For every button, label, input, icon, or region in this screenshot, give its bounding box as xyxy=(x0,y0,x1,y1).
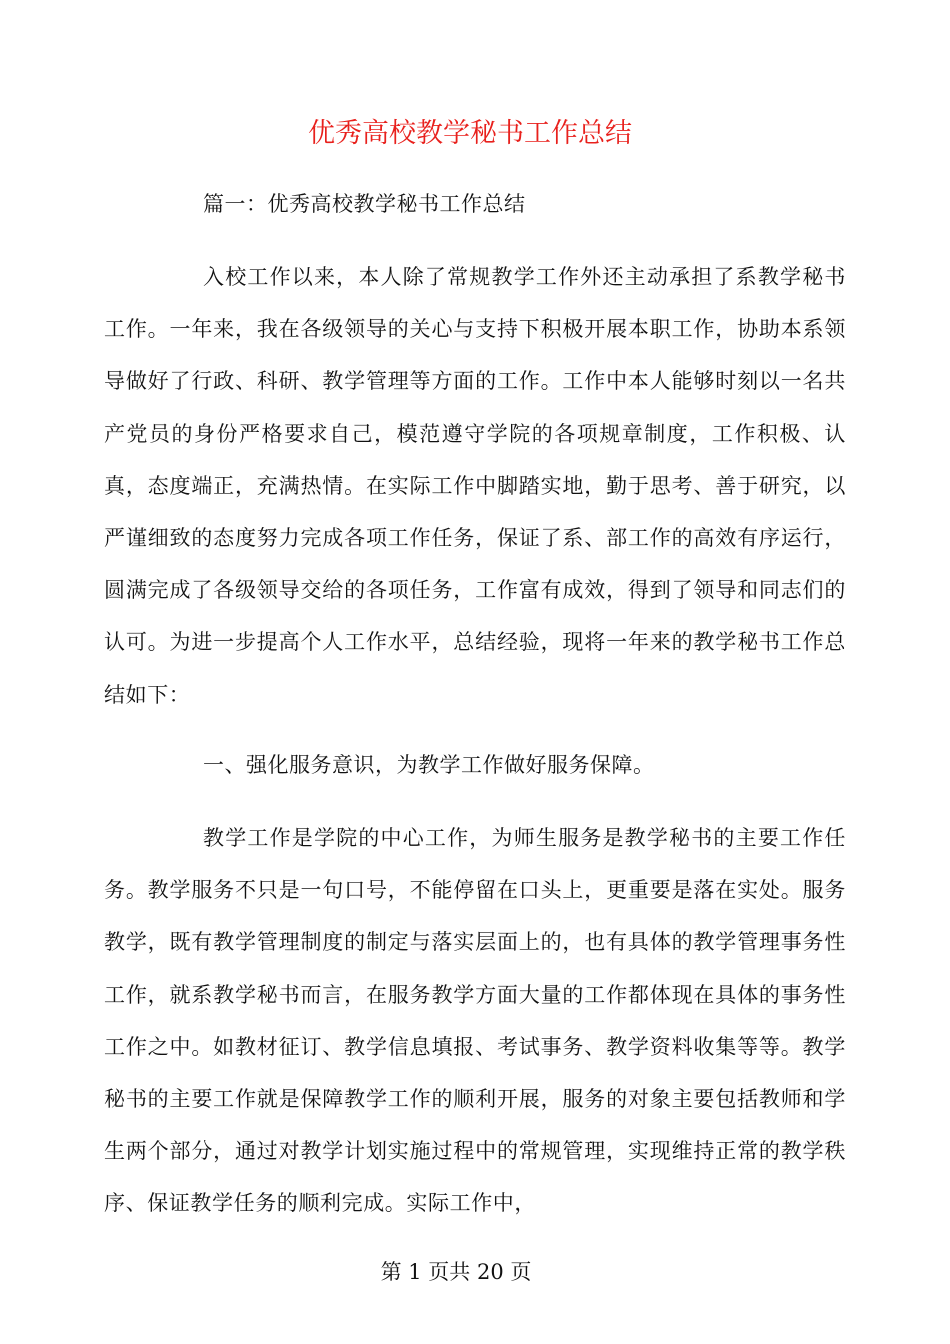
chapter-heading: 篇一：优秀高校教学秘书工作总结 xyxy=(203,192,526,216)
body-paragraph-1: 入校工作以来，本人除了常规教学工作外还主动承担了系教学秘书工作。一年来，我在各级领导的关心与支持下积极开展本职工作，协助本系领导做好了行政、科研、教学管理等方面的工作。工作中本人能够时刻以一名共产党员的身份严格要求自己，模范遵守学院的各项规章制度，工作积极、认真，态度端正，充满热情。在实际工作中脚踏实地，勤于思考、善于研究，以严谨细致的态度努力完成各项工作任务，保证了系、部工作的高效有序运行，圆满完成了各级领导交给的各项任务，工作富有成效，得到了领导和同志们的认可。为进一步提高个人工作水平，总结经验，现将一年来的教学秘书工作总结如下： xyxy=(104,265,846,707)
section-heading: 一、强化服务意识，为教学工作做好服务保障。 xyxy=(203,753,655,777)
document-title: 优秀高校教学秘书工作总结 xyxy=(308,118,632,149)
page-footer: 第 1 页共 20 页 xyxy=(380,1260,532,1284)
body-paragraph-2: 教学工作是学院的中心工作，为师生服务是教学秘书的主要工作任务。教学服务不只是一句口号，不能停留在口头上，更重要是落在实处。服务教学，既有教学管理制度的制定与落实层面上的，也有具体的教学管理事务性工作，就系教学秘书而言，在服务教学方面大量的工作都体现在具体的事务性工作之中。如教材征订、教学信息填报、考试事务、教学资料收集等等。教学秘书的主要工作就是保障教学工作的顺利开展，服务的对象主要包括教师和学生两个部分，通过对教学计划实施过程中的常规管理，实现维持正常的教学秩序、保证教学任务的顺利完成。实际工作中， xyxy=(104,826,846,1216)
